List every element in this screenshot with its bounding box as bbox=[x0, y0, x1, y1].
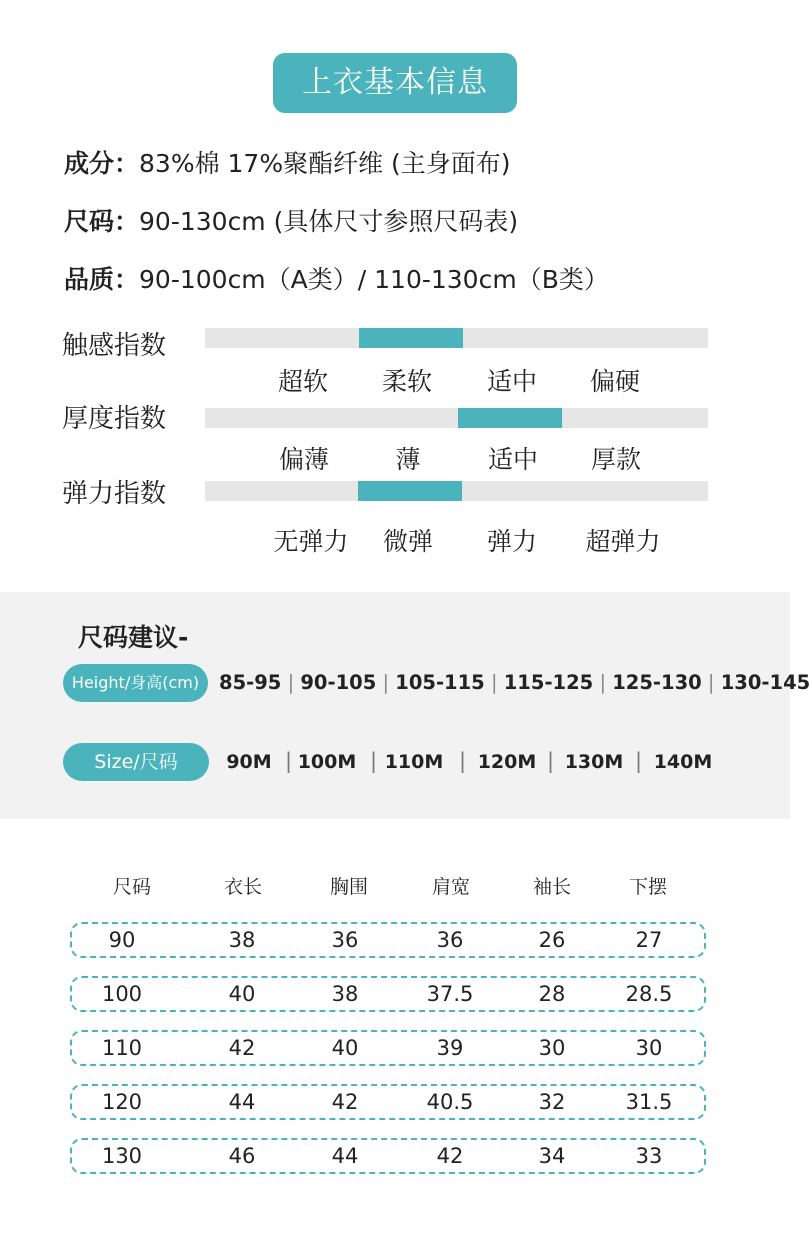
table-cell: 28.5 bbox=[625, 982, 673, 1006]
divider: | bbox=[459, 749, 467, 773]
table-cell: 31.5 bbox=[625, 1090, 673, 1114]
info-label: 成分： bbox=[64, 149, 140, 178]
table-cell: 36 bbox=[331, 928, 359, 952]
size-value: 90M bbox=[226, 751, 272, 773]
divider: | bbox=[701, 671, 721, 694]
table-cell: 34 bbox=[538, 1144, 566, 1168]
table-cell: 27 bbox=[635, 928, 663, 952]
size-value: 130M bbox=[564, 751, 624, 773]
height-range: 85-95 bbox=[219, 671, 282, 694]
table-cell: 100 bbox=[101, 982, 143, 1006]
table-cell: 39 bbox=[436, 1036, 464, 1060]
table-cell: 36 bbox=[436, 928, 464, 952]
info-label: 尺码： bbox=[64, 207, 140, 236]
info-size bbox=[64, 202, 518, 238]
height-range: 105-115 bbox=[395, 671, 485, 694]
table-cell: 30 bbox=[635, 1036, 663, 1060]
table-cell: 40 bbox=[228, 982, 256, 1006]
elasticity-option: 微弹 bbox=[382, 527, 433, 556]
divider: | bbox=[281, 671, 301, 694]
table-cell: 42 bbox=[228, 1036, 256, 1060]
size-suggestion-title: 尺码建议- bbox=[78, 623, 189, 652]
thickness-option: 偏薄 bbox=[278, 445, 329, 474]
divider: | bbox=[376, 671, 396, 694]
table-header: 肩宽 bbox=[431, 876, 470, 898]
table-cell: 44 bbox=[331, 1144, 359, 1168]
divider: | bbox=[593, 671, 613, 694]
table-cell: 33 bbox=[635, 1144, 663, 1168]
table-header: 下摆 bbox=[628, 876, 667, 898]
elasticity-option: 无弹力 bbox=[273, 527, 349, 556]
table-cell: 110 bbox=[101, 1036, 143, 1060]
table-cell: 32 bbox=[538, 1090, 566, 1114]
thickness-option: 厚款 bbox=[590, 445, 641, 474]
divider: | bbox=[635, 749, 643, 773]
thickness-index-fill bbox=[458, 408, 562, 428]
size-value: 120M bbox=[477, 751, 537, 773]
divider: | bbox=[285, 749, 293, 773]
elasticity-index-bar bbox=[205, 481, 708, 501]
info-label: 品质： bbox=[64, 265, 140, 294]
info-value: 90-100cm（A类）/ 110-130cm（B类） bbox=[139, 265, 609, 294]
table-cell: 40 bbox=[331, 1036, 359, 1060]
touch-option: 超软 bbox=[277, 367, 328, 396]
divider: | bbox=[547, 749, 555, 773]
table-cell: 37.5 bbox=[426, 982, 474, 1006]
elasticity-index-fill bbox=[358, 481, 462, 501]
thickness-index-label: 厚度指数 bbox=[62, 404, 167, 434]
touch-index-fill bbox=[359, 328, 463, 348]
table-cell: 46 bbox=[228, 1144, 256, 1168]
table-cell: 42 bbox=[436, 1144, 464, 1168]
size-value: 100M bbox=[297, 751, 357, 773]
table-cell: 130 bbox=[101, 1144, 143, 1168]
elasticity-option: 超弹力 bbox=[585, 527, 661, 556]
touch-option: 适中 bbox=[486, 367, 537, 396]
table-header: 尺码 bbox=[112, 876, 151, 898]
table-cell: 38 bbox=[228, 928, 256, 952]
size-value: 140M bbox=[653, 751, 713, 773]
elasticity-option: 弹力 bbox=[486, 527, 537, 556]
table-cell: 26 bbox=[538, 928, 566, 952]
elasticity-index-label: 弹力指数 bbox=[62, 479, 167, 509]
table-header: 袖长 bbox=[532, 876, 571, 898]
table-cell: 90 bbox=[108, 928, 136, 952]
table-cell: 38 bbox=[331, 982, 359, 1006]
table-cell: 28 bbox=[538, 982, 566, 1006]
height-range: 115-125 bbox=[503, 671, 594, 694]
height-range: 90-105 bbox=[300, 671, 377, 694]
info-composition bbox=[64, 144, 511, 180]
size-pill: Size/尺码 bbox=[63, 743, 209, 781]
table-header: 衣长 bbox=[223, 876, 262, 898]
height-range-row bbox=[219, 671, 810, 694]
table-header: 胸围 bbox=[329, 876, 368, 898]
divider: | bbox=[370, 749, 378, 773]
touch-option: 偏硬 bbox=[589, 367, 640, 396]
table-cell: 44 bbox=[228, 1090, 256, 1114]
thickness-option: 薄 bbox=[395, 445, 421, 474]
table-cell: 120 bbox=[101, 1090, 143, 1114]
divider: | bbox=[484, 671, 504, 694]
height-range: 125-130 bbox=[612, 671, 702, 694]
table-cell: 42 bbox=[331, 1090, 359, 1114]
touch-index-label: 触感指数 bbox=[62, 331, 167, 361]
touch-index-bar bbox=[205, 328, 708, 348]
page-title: 上衣基本信息 bbox=[273, 53, 517, 113]
thickness-index-bar bbox=[205, 408, 708, 428]
touch-option: 柔软 bbox=[381, 367, 432, 396]
thickness-option: 适中 bbox=[487, 445, 538, 474]
info-value: 83%棉 17%聚酯纤维 (主身面布) bbox=[139, 149, 511, 178]
size-value: 110M bbox=[384, 751, 444, 773]
height-range: 130-145 bbox=[720, 671, 810, 694]
height-pill: Height/身高(cm) bbox=[63, 664, 208, 702]
info-value: 90-130cm (具体尺寸参照尺码表) bbox=[139, 207, 519, 236]
table-cell: 30 bbox=[538, 1036, 566, 1060]
table-cell: 40.5 bbox=[426, 1090, 474, 1114]
info-quality bbox=[64, 260, 609, 296]
